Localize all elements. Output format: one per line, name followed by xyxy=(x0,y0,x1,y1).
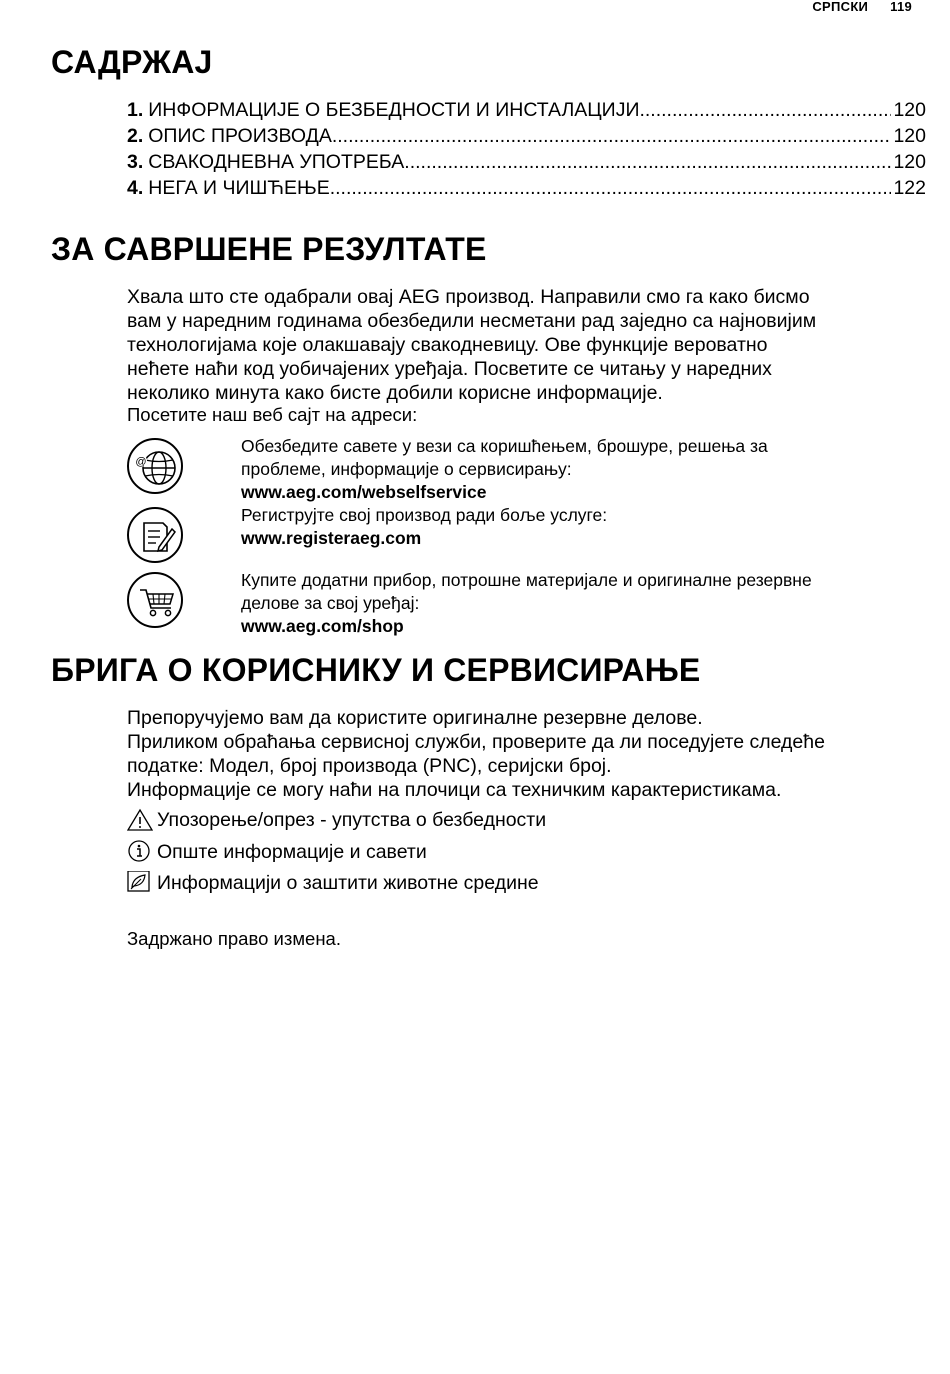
toc-item-number: 2. xyxy=(127,125,144,147)
toc-leader-dots xyxy=(404,149,891,175)
intro-line: вам у наредним годинама обезбедили несметани рад заједно са најновијим xyxy=(127,310,817,332)
intro-line: технологијама које олакшавају свакодневицу. Ове функције вероватно xyxy=(127,334,768,356)
toc-item-title: ОПИС ПРОИЗВОДА xyxy=(148,125,332,147)
web-support-text xyxy=(241,435,921,504)
warning-legend xyxy=(127,808,546,832)
info-icon xyxy=(127,840,151,864)
toc-item-page: 120 xyxy=(893,125,926,147)
register-link[interactable]: www.registeraeg.com xyxy=(241,528,422,548)
intro-line: Хвала што сте одабрали овај AEG производ. Направили смо га како бисмо xyxy=(127,286,810,308)
toc-item-page: 120 xyxy=(893,151,926,173)
toc-item-title: СВАКОДНЕВНА УПОТРЕБА xyxy=(148,151,405,173)
register-row xyxy=(127,507,917,567)
svg-text:@: @ xyxy=(135,456,147,468)
environment-legend-text: Информацији о заштити животне средине xyxy=(157,872,539,894)
toc-item[interactable] xyxy=(127,175,926,201)
toc-item[interactable] xyxy=(127,123,926,149)
toc-leader-dots xyxy=(332,123,892,149)
page-header xyxy=(812,0,912,14)
toc-leader-dots xyxy=(639,97,891,123)
rights-reserved-note: Задржано право измена. xyxy=(127,928,341,949)
warning-legend-text: Упозорење/опрез - упутства о безбедности xyxy=(157,809,547,831)
web-support-row xyxy=(127,436,917,502)
shop-text xyxy=(241,569,921,638)
register-text xyxy=(241,504,921,550)
environment-legend xyxy=(127,871,539,895)
register-line: Региструјте свој производ ради боље услуге: xyxy=(241,505,608,525)
toc-item-page: 122 xyxy=(893,177,926,199)
care-line: податке: Модел, број производа (PNC), серијски број. xyxy=(127,755,612,777)
toc-item[interactable] xyxy=(127,97,926,123)
toc-item-number: 4. xyxy=(127,177,144,199)
toc-item-title: НЕГА И ЧИШЋЕЊЕ xyxy=(148,177,330,199)
intro-line: неколико минута како бисте добили корисне информације. xyxy=(127,382,663,404)
intro-line: нећете наћи код уобичајених уређаја. Посветите се читању у наредних xyxy=(127,358,772,380)
care-line: Информације се могу наћи на плочици са техничким карактеристикама. xyxy=(127,779,782,801)
toc-item-page: 120 xyxy=(893,99,926,121)
info-legend xyxy=(127,840,427,864)
toc-item-number: 1. xyxy=(127,99,144,121)
page-number: 119 xyxy=(890,0,912,14)
intro-paragraph xyxy=(127,285,917,405)
care-line: Приликом обраћања сервисној служби, проверите да ли поседујете следеће xyxy=(127,731,825,753)
toc-item[interactable] xyxy=(127,149,926,175)
toc-item-title: ИНФОРМАЦИЈЕ О БЕЗБЕДНОСТИ И ИНСТАЛАЦИЈИ xyxy=(148,99,640,121)
customer-care-paragraph xyxy=(127,706,917,802)
toc-leader-dots xyxy=(330,175,892,201)
web-support-line: Обезбедите савете у вези са коришћењем, брошуре, решења за xyxy=(241,436,768,456)
shop-line: делове за свој уређај: xyxy=(241,593,420,613)
web-support-line: проблеме, информације о сервисирању: xyxy=(241,459,572,479)
warning-triangle-icon xyxy=(127,808,151,832)
shop-line: Купите додатни прибор, потрошне материјале и оригиналне резервне xyxy=(241,570,812,590)
toc-item-number: 3. xyxy=(127,151,144,173)
shop-row xyxy=(127,572,917,634)
web-globe-icon xyxy=(127,438,183,494)
web-support-link[interactable]: www.aeg.com/webselfservice xyxy=(241,482,487,502)
environment-leaf-icon xyxy=(127,871,151,895)
contents-heading: САДРЖАЈ xyxy=(51,44,213,80)
perfect-results-heading: ЗА САВРШЕНЕ РЕЗУЛТАТЕ xyxy=(51,231,487,267)
shop-link[interactable]: www.aeg.com/shop xyxy=(241,616,404,636)
register-document-icon xyxy=(127,507,183,563)
customer-care-heading: БРИГА О КОРИСНИКУ И СЕРВИСИРАЊЕ xyxy=(51,652,701,688)
shopping-cart-icon xyxy=(127,572,183,628)
info-legend-text: Опште информације и савети xyxy=(157,841,427,863)
care-line: Препоручујемо вам да користите оригиналне резервне делове. xyxy=(127,707,703,729)
visit-website-text: Посетите наш веб сајт на адреси: xyxy=(127,404,418,425)
table-of-contents xyxy=(127,97,926,201)
language-label: СРПСКИ xyxy=(812,0,869,14)
